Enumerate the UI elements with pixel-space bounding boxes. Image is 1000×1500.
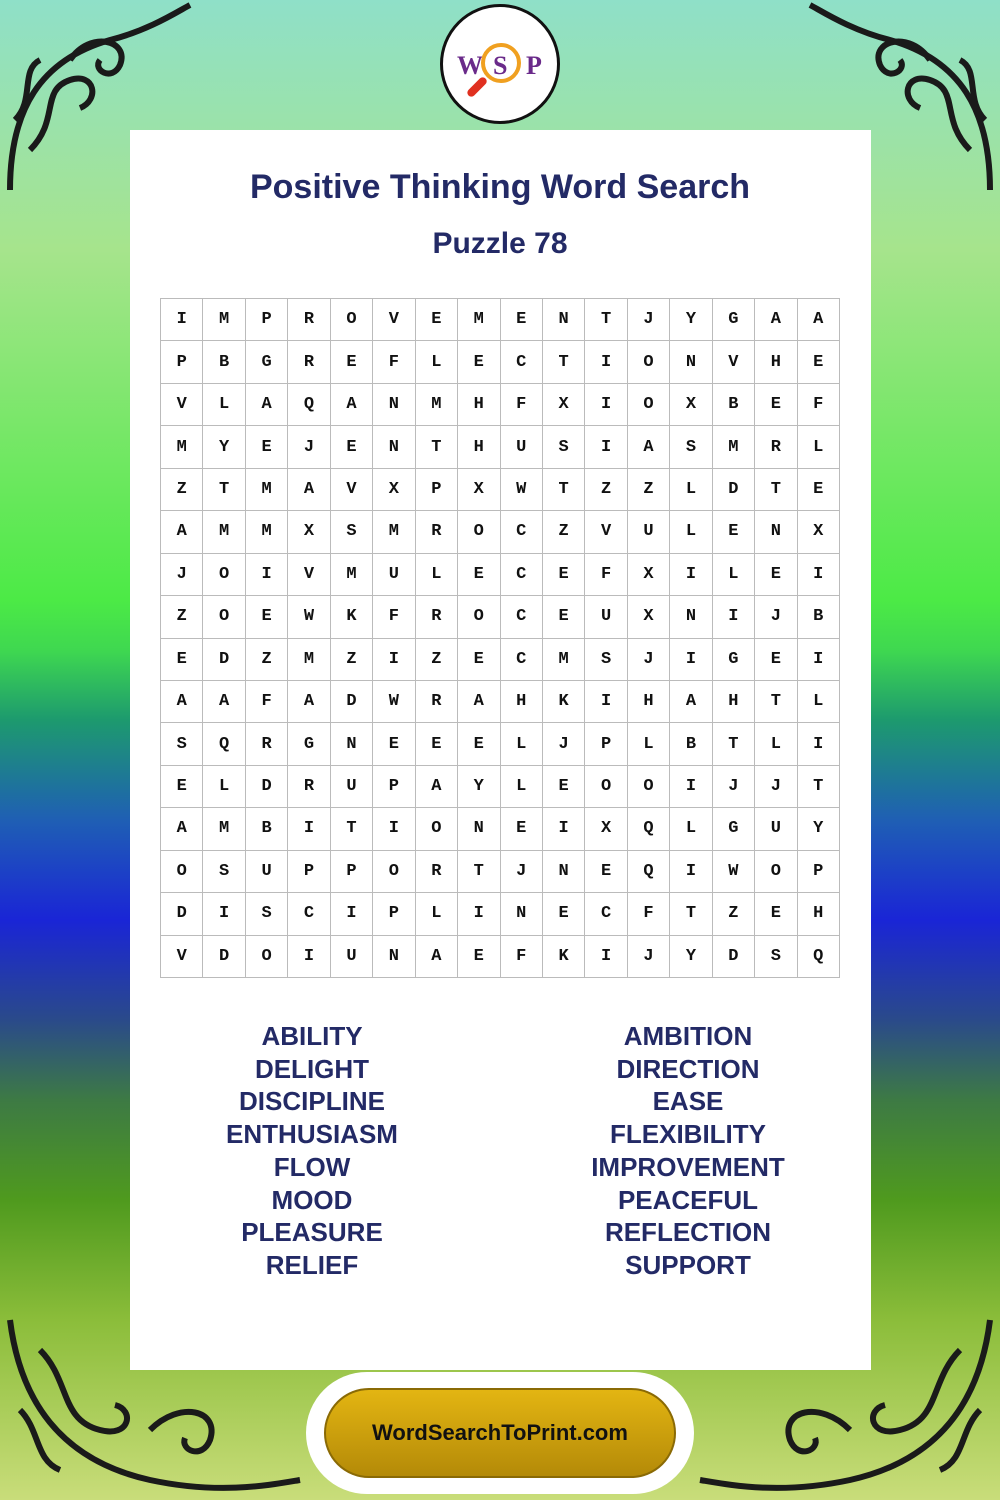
grid-cell[interactable]: H: [713, 681, 755, 723]
grid-cell[interactable]: A: [755, 299, 797, 341]
grid-cell[interactable]: T: [670, 893, 712, 935]
grid-cell[interactable]: F: [628, 893, 670, 935]
grid-cell[interactable]: X: [628, 596, 670, 638]
grid-cell[interactable]: E: [246, 596, 288, 638]
grid-cell[interactable]: Q: [628, 808, 670, 850]
grid-cell[interactable]: N: [331, 723, 373, 765]
grid-cell[interactable]: M: [331, 554, 373, 596]
grid-cell[interactable]: T: [798, 766, 840, 808]
grid-cell[interactable]: I: [161, 299, 203, 341]
grid-cell[interactable]: I: [670, 851, 712, 893]
grid-cell[interactable]: U: [246, 851, 288, 893]
grid-cell[interactable]: M: [543, 639, 585, 681]
grid-cell[interactable]: J: [501, 851, 543, 893]
grid-cell[interactable]: T: [416, 426, 458, 468]
grid-cell[interactable]: I: [288, 936, 330, 978]
grid-cell[interactable]: U: [755, 808, 797, 850]
grid-cell[interactable]: X: [288, 511, 330, 553]
grid-cell[interactable]: F: [501, 384, 543, 426]
grid-cell[interactable]: K: [543, 936, 585, 978]
grid-cell[interactable]: R: [416, 511, 458, 553]
grid-cell[interactable]: J: [288, 426, 330, 468]
grid-cell[interactable]: T: [203, 469, 245, 511]
grid-cell[interactable]: U: [373, 554, 415, 596]
grid-cell[interactable]: A: [203, 681, 245, 723]
logo-letter-s: S: [493, 51, 508, 80]
grid-cell[interactable]: I: [203, 893, 245, 935]
grid-cell[interactable]: Z: [585, 469, 627, 511]
grid-cell[interactable]: L: [416, 893, 458, 935]
grid-cell[interactable]: E: [458, 723, 500, 765]
grid-cell[interactable]: T: [331, 808, 373, 850]
grid-cell[interactable]: L: [628, 723, 670, 765]
grid-cell[interactable]: E: [543, 554, 585, 596]
grid-cell[interactable]: E: [416, 299, 458, 341]
grid-cell[interactable]: N: [543, 851, 585, 893]
grid-cell[interactable]: H: [798, 893, 840, 935]
grid-cell[interactable]: C: [501, 554, 543, 596]
grid-cell[interactable]: U: [331, 936, 373, 978]
grid-cell[interactable]: L: [755, 723, 797, 765]
word-list-item: IMPROVEMENT: [591, 1151, 785, 1182]
grid-cell[interactable]: V: [373, 299, 415, 341]
grid-cell[interactable]: K: [543, 681, 585, 723]
grid-cell[interactable]: F: [246, 681, 288, 723]
grid-cell[interactable]: E: [458, 936, 500, 978]
grid-cell[interactable]: R: [288, 341, 330, 383]
grid-cell[interactable]: P: [585, 723, 627, 765]
grid-cell[interactable]: S: [543, 426, 585, 468]
grid-cell[interactable]: O: [628, 384, 670, 426]
word-list-item: MOOD: [271, 1184, 353, 1215]
grid-cell[interactable]: F: [373, 341, 415, 383]
grid-cell[interactable]: H: [501, 681, 543, 723]
grid-cell[interactable]: I: [585, 681, 627, 723]
page-title: Positive Thinking Word Search: [249, 168, 751, 206]
grid-cell[interactable]: F: [501, 936, 543, 978]
grid-cell[interactable]: F: [373, 596, 415, 638]
grid-cell[interactable]: A: [288, 681, 330, 723]
grid-cell[interactable]: O: [331, 299, 373, 341]
grid-cell[interactable]: X: [458, 469, 500, 511]
grid-cell[interactable]: D: [713, 936, 755, 978]
grid-cell[interactable]: U: [585, 596, 627, 638]
grid-cell[interactable]: J: [713, 766, 755, 808]
logo-letter-w: W: [457, 51, 483, 80]
grid-cell[interactable]: E: [755, 639, 797, 681]
grid-cell[interactable]: Z: [161, 596, 203, 638]
grid-cell[interactable]: N: [543, 299, 585, 341]
grid-cell[interactable]: X: [670, 384, 712, 426]
grid-cell[interactable]: T: [585, 299, 627, 341]
grid-cell[interactable]: P: [373, 893, 415, 935]
grid-cell[interactable]: M: [713, 426, 755, 468]
grid-cell[interactable]: E: [798, 341, 840, 383]
grid-cell[interactable]: E: [161, 766, 203, 808]
grid-cell[interactable]: E: [246, 426, 288, 468]
grid-cell[interactable]: R: [416, 596, 458, 638]
grid-cell[interactable]: R: [246, 723, 288, 765]
grid-cell[interactable]: V: [713, 341, 755, 383]
grid-cell[interactable]: M: [203, 511, 245, 553]
grid-cell[interactable]: A: [670, 681, 712, 723]
grid-cell[interactable]: K: [331, 596, 373, 638]
word-list-item: DELIGHT: [254, 1053, 370, 1084]
grid-cell[interactable]: E: [458, 554, 500, 596]
grid-cell[interactable]: O: [203, 554, 245, 596]
grid-cell[interactable]: A: [416, 936, 458, 978]
grid-cell[interactable]: A: [331, 384, 373, 426]
grid-cell[interactable]: W: [288, 596, 330, 638]
grid-cell[interactable]: M: [203, 299, 245, 341]
grid-cell[interactable]: P: [798, 851, 840, 893]
word-list-item: RELIEF: [265, 1249, 359, 1280]
grid-cell[interactable]: O: [628, 341, 670, 383]
grid-cell[interactable]: E: [161, 639, 203, 681]
grid-cell[interactable]: E: [331, 426, 373, 468]
grid-cell[interactable]: R: [416, 681, 458, 723]
grid-cell[interactable]: E: [501, 808, 543, 850]
grid-cell[interactable]: F: [585, 554, 627, 596]
grid-cell[interactable]: V: [585, 511, 627, 553]
grid-cell[interactable]: S: [161, 723, 203, 765]
grid-cell[interactable]: V: [288, 554, 330, 596]
grid-cell[interactable]: O: [161, 851, 203, 893]
grid-cell[interactable]: N: [670, 341, 712, 383]
grid-cell[interactable]: I: [288, 808, 330, 850]
grid-cell[interactable]: I: [798, 723, 840, 765]
grid-cell[interactable]: M: [161, 426, 203, 468]
grid-cell[interactable]: O: [585, 766, 627, 808]
grid-cell[interactable]: E: [458, 341, 500, 383]
grid-cell[interactable]: L: [416, 554, 458, 596]
word-list-item: DISCIPLINE: [239, 1086, 385, 1117]
grid-cell[interactable]: Z: [543, 511, 585, 553]
grid-cell[interactable]: E: [585, 851, 627, 893]
grid-cell[interactable]: I: [585, 384, 627, 426]
grid-cell[interactable]: E: [331, 341, 373, 383]
grid-cell[interactable]: V: [331, 469, 373, 511]
grid-cell[interactable]: W: [713, 851, 755, 893]
grid-cell[interactable]: C: [501, 511, 543, 553]
word-list-item: DIRECTION: [616, 1053, 760, 1084]
grid-cell[interactable]: R: [755, 426, 797, 468]
grid-cell[interactable]: J: [628, 639, 670, 681]
grid-cell[interactable]: R: [416, 851, 458, 893]
grid-cell[interactable]: J: [161, 554, 203, 596]
grid-cell[interactable]: J: [755, 766, 797, 808]
grid-cell[interactable]: W: [501, 469, 543, 511]
grid-cell[interactable]: E: [713, 511, 755, 553]
grid-cell[interactable]: M: [246, 469, 288, 511]
word-list-left: [162, 1020, 462, 1282]
grid-cell[interactable]: Q: [288, 384, 330, 426]
grid-cell[interactable]: S: [331, 511, 373, 553]
grid-cell[interactable]: M: [416, 384, 458, 426]
grid-cell[interactable]: S: [585, 639, 627, 681]
grid-cell[interactable]: L: [798, 426, 840, 468]
grid-cell[interactable]: O: [755, 851, 797, 893]
grid-cell[interactable]: X: [585, 808, 627, 850]
grid-cell[interactable]: P: [161, 341, 203, 383]
grid-cell[interactable]: O: [628, 766, 670, 808]
grid-cell[interactable]: G: [713, 808, 755, 850]
grid-cell[interactable]: E: [416, 723, 458, 765]
grid-cell[interactable]: A: [798, 299, 840, 341]
grid-cell[interactable]: J: [755, 596, 797, 638]
grid-cell[interactable]: I: [585, 936, 627, 978]
grid-cell[interactable]: Z: [246, 639, 288, 681]
grid-cell[interactable]: T: [755, 681, 797, 723]
grid-cell[interactable]: C: [501, 596, 543, 638]
word-list-item: PLEASURE: [241, 1217, 383, 1248]
grid-cell[interactable]: N: [501, 893, 543, 935]
grid-cell[interactable]: P: [373, 766, 415, 808]
grid-cell[interactable]: W: [373, 681, 415, 723]
grid-cell[interactable]: G: [713, 299, 755, 341]
grid-cell[interactable]: J: [628, 936, 670, 978]
grid-cell[interactable]: I: [331, 893, 373, 935]
grid-cell[interactable]: H: [458, 384, 500, 426]
grid-cell[interactable]: O: [458, 511, 500, 553]
word-list-item: ABILITY: [261, 1021, 363, 1051]
wsp-logo[interactable]: [440, 4, 560, 124]
grid-cell[interactable]: N: [458, 808, 500, 850]
grid-cell[interactable]: A: [628, 426, 670, 468]
grid-cell[interactable]: T: [543, 341, 585, 383]
grid-cell[interactable]: E: [373, 723, 415, 765]
grid-cell[interactable]: Y: [203, 426, 245, 468]
grid-cell[interactable]: N: [373, 384, 415, 426]
grid-cell[interactable]: E: [798, 469, 840, 511]
word-list-item: EASE: [652, 1086, 724, 1117]
grid-cell[interactable]: Y: [798, 808, 840, 850]
word-list-item: PEACEFUL: [617, 1184, 759, 1215]
grid-cell[interactable]: M: [288, 639, 330, 681]
grid-cell[interactable]: O: [373, 851, 415, 893]
grid-cell[interactable]: N: [670, 596, 712, 638]
grid-cell[interactable]: P: [331, 851, 373, 893]
grid-cell[interactable]: A: [458, 681, 500, 723]
word-list-item: ENTHUSIASM: [226, 1119, 398, 1150]
grid-cell[interactable]: M: [246, 511, 288, 553]
grid-cell[interactable]: I: [373, 808, 415, 850]
grid-cell[interactable]: Z: [416, 639, 458, 681]
grid-cell[interactable]: C: [288, 893, 330, 935]
grid-cell[interactable]: A: [416, 766, 458, 808]
grid-cell[interactable]: E: [543, 893, 585, 935]
grid-cell[interactable]: I: [585, 341, 627, 383]
grid-cell[interactable]: D: [331, 681, 373, 723]
grid-cell[interactable]: J: [543, 723, 585, 765]
grid-cell[interactable]: N: [373, 426, 415, 468]
grid-cell[interactable]: F: [798, 384, 840, 426]
grid-cell[interactable]: Z: [713, 893, 755, 935]
letter-grid: [160, 298, 840, 978]
grid-cell[interactable]: E: [501, 299, 543, 341]
puzzle-number: Puzzle 78: [432, 227, 568, 260]
grid-cell[interactable]: L: [203, 766, 245, 808]
grid-cell[interactable]: R: [288, 766, 330, 808]
grid-cell[interactable]: D: [246, 766, 288, 808]
grid-cell[interactable]: L: [798, 681, 840, 723]
logo-letter-p: P: [526, 51, 542, 80]
grid-cell[interactable]: H: [755, 341, 797, 383]
grid-cell[interactable]: M: [458, 299, 500, 341]
site-link-button[interactable]: [324, 1388, 676, 1478]
grid-cell[interactable]: O: [416, 808, 458, 850]
grid-cell[interactable]: C: [501, 639, 543, 681]
grid-cell[interactable]: C: [585, 893, 627, 935]
grid-cell[interactable]: I: [713, 596, 755, 638]
grid-cell[interactable]: A: [288, 469, 330, 511]
grid-cell[interactable]: U: [628, 511, 670, 553]
grid-cell[interactable]: D: [713, 469, 755, 511]
grid-cell[interactable]: I: [670, 766, 712, 808]
grid-cell[interactable]: L: [670, 469, 712, 511]
grid-cell[interactable]: L: [713, 554, 755, 596]
grid-cell[interactable]: Y: [670, 299, 712, 341]
grid-cell[interactable]: I: [373, 639, 415, 681]
grid-cell[interactable]: X: [628, 554, 670, 596]
grid-cell[interactable]: A: [246, 384, 288, 426]
grid-cell[interactable]: E: [458, 639, 500, 681]
grid-cell[interactable]: T: [755, 469, 797, 511]
grid-cell[interactable]: G: [288, 723, 330, 765]
grid-cell[interactable]: E: [755, 554, 797, 596]
grid-cell[interactable]: L: [416, 341, 458, 383]
grid-cell[interactable]: O: [458, 596, 500, 638]
grid-cell[interactable]: G: [246, 341, 288, 383]
grid-cell[interactable]: P: [246, 299, 288, 341]
site-link-text: WordSearchToPrint.com: [372, 1420, 628, 1445]
grid-cell[interactable]: L: [203, 384, 245, 426]
grid-cell[interactable]: Z: [331, 639, 373, 681]
grid-cell[interactable]: L: [501, 766, 543, 808]
grid-cell[interactable]: P: [288, 851, 330, 893]
grid-cell[interactable]: D: [203, 639, 245, 681]
word-list-item: REFLECTION: [604, 1217, 772, 1248]
grid-cell[interactable]: D: [161, 893, 203, 935]
word-list-item: AMBITION: [623, 1021, 753, 1051]
grid-cell[interactable]: Q: [203, 723, 245, 765]
grid-cell[interactable]: E: [543, 766, 585, 808]
grid-cell[interactable]: U: [331, 766, 373, 808]
grid-cell[interactable]: H: [628, 681, 670, 723]
grid-cell[interactable]: S: [203, 851, 245, 893]
grid-cell[interactable]: A: [161, 511, 203, 553]
grid-cell[interactable]: G: [713, 639, 755, 681]
grid-cell[interactable]: I: [798, 639, 840, 681]
grid-cell[interactable]: V: [161, 936, 203, 978]
grid-cell[interactable]: J: [628, 299, 670, 341]
word-list-item: SUPPORT: [625, 1249, 751, 1280]
grid-cell[interactable]: N: [373, 936, 415, 978]
grid-cell[interactable]: E: [755, 893, 797, 935]
grid-cell[interactable]: I: [543, 808, 585, 850]
grid-cell[interactable]: N: [755, 511, 797, 553]
grid-cell[interactable]: Z: [628, 469, 670, 511]
grid-cell[interactable]: M: [373, 511, 415, 553]
grid-cell[interactable]: C: [501, 341, 543, 383]
grid-cell[interactable]: E: [755, 384, 797, 426]
grid-cell[interactable]: R: [288, 299, 330, 341]
grid-cell[interactable]: S: [246, 893, 288, 935]
word-list-right: [538, 1020, 838, 1282]
grid-cell[interactable]: L: [501, 723, 543, 765]
grid-cell[interactable]: X: [543, 384, 585, 426]
grid-cell[interactable]: X: [798, 511, 840, 553]
grid-cell[interactable]: A: [161, 681, 203, 723]
grid-cell[interactable]: V: [161, 384, 203, 426]
grid-cell[interactable]: T: [543, 469, 585, 511]
grid-cell[interactable]: B: [203, 341, 245, 383]
grid-cell[interactable]: S: [670, 426, 712, 468]
grid-cell[interactable]: B: [713, 384, 755, 426]
grid-cell[interactable]: I: [670, 554, 712, 596]
grid-cell[interactable]: I: [798, 554, 840, 596]
grid-cell[interactable]: B: [670, 723, 712, 765]
grid-cell[interactable]: I: [246, 554, 288, 596]
grid-cell[interactable]: D: [203, 936, 245, 978]
grid-cell[interactable]: B: [798, 596, 840, 638]
grid-cell[interactable]: L: [670, 511, 712, 553]
word-list-item: FLEXIBILITY: [610, 1119, 766, 1150]
grid-cell[interactable]: L: [670, 808, 712, 850]
grid-cell[interactable]: Q: [798, 936, 840, 978]
grid-cell[interactable]: O: [246, 936, 288, 978]
grid-cell[interactable]: I: [585, 426, 627, 468]
word-list-item: FLOW: [273, 1151, 351, 1182]
grid-cell[interactable]: O: [203, 596, 245, 638]
grid-cell[interactable]: Y: [458, 766, 500, 808]
grid-cell[interactable]: I: [670, 639, 712, 681]
grid-cell[interactable]: I: [458, 893, 500, 935]
grid-cell[interactable]: Z: [161, 469, 203, 511]
grid-cell[interactable]: M: [203, 808, 245, 850]
grid-cell[interactable]: Q: [628, 851, 670, 893]
grid-cell[interactable]: T: [458, 851, 500, 893]
grid-cell[interactable]: B: [246, 808, 288, 850]
grid-cell[interactable]: E: [543, 596, 585, 638]
grid-cell[interactable]: A: [161, 808, 203, 850]
grid-cell[interactable]: P: [416, 469, 458, 511]
grid-cell[interactable]: S: [755, 936, 797, 978]
grid-cell[interactable]: Y: [670, 936, 712, 978]
grid-cell[interactable]: T: [713, 723, 755, 765]
grid-cell[interactable]: U: [501, 426, 543, 468]
grid-cell[interactable]: X: [373, 469, 415, 511]
grid-cell[interactable]: H: [458, 426, 500, 468]
